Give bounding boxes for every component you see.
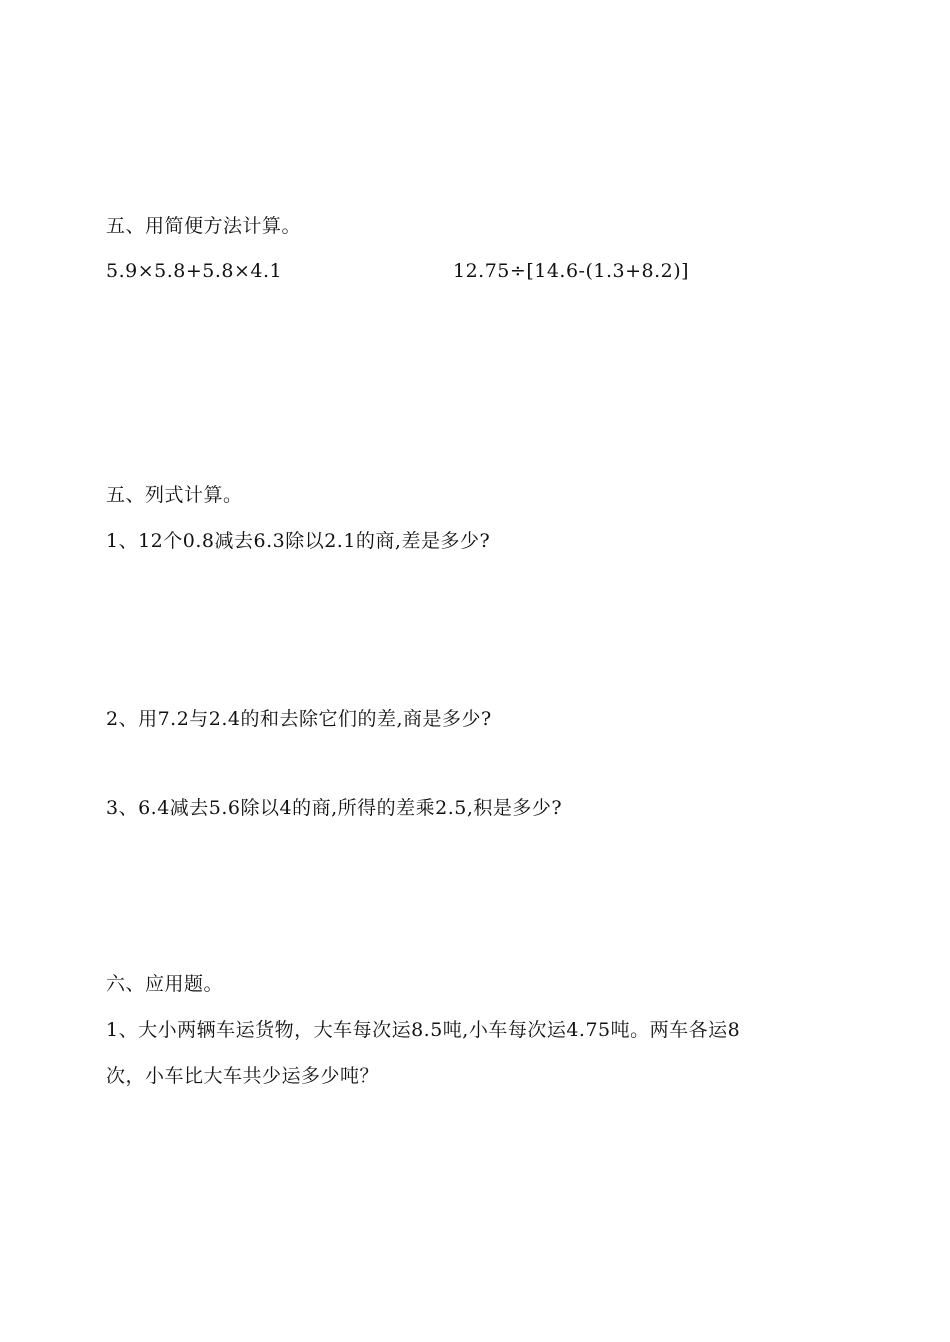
question-1: 1、12个0.8减去6.3除以2.1的商,差是多少? (106, 530, 491, 552)
expression-right: 12.75÷[14.6-(1.3+8.2)] (453, 260, 690, 282)
applied-question-1-line-1: 1、大小两辆车运货物，大车每次运8.5吨,小车每次运4.75吨。两车各运8 (106, 1019, 741, 1041)
question-3: 3、6.4减去5.6除以4的商,所得的差乘2.5,积是多少? (106, 797, 563, 819)
section-heading-simplify: 五、用简便方法计算。 (106, 215, 302, 237)
section-heading-applied: 六、应用题。 (106, 973, 224, 995)
applied-question-1-line-2: 次，小车比大车共少运多少吨？ (106, 1065, 380, 1087)
question-2: 2、用7.2与2.4的和去除它们的差,商是多少? (106, 708, 492, 730)
section-heading-column-calc: 五、列式计算。 (106, 484, 243, 506)
expression-left: 5.9×5.8+5.8×4.1 (106, 260, 283, 282)
